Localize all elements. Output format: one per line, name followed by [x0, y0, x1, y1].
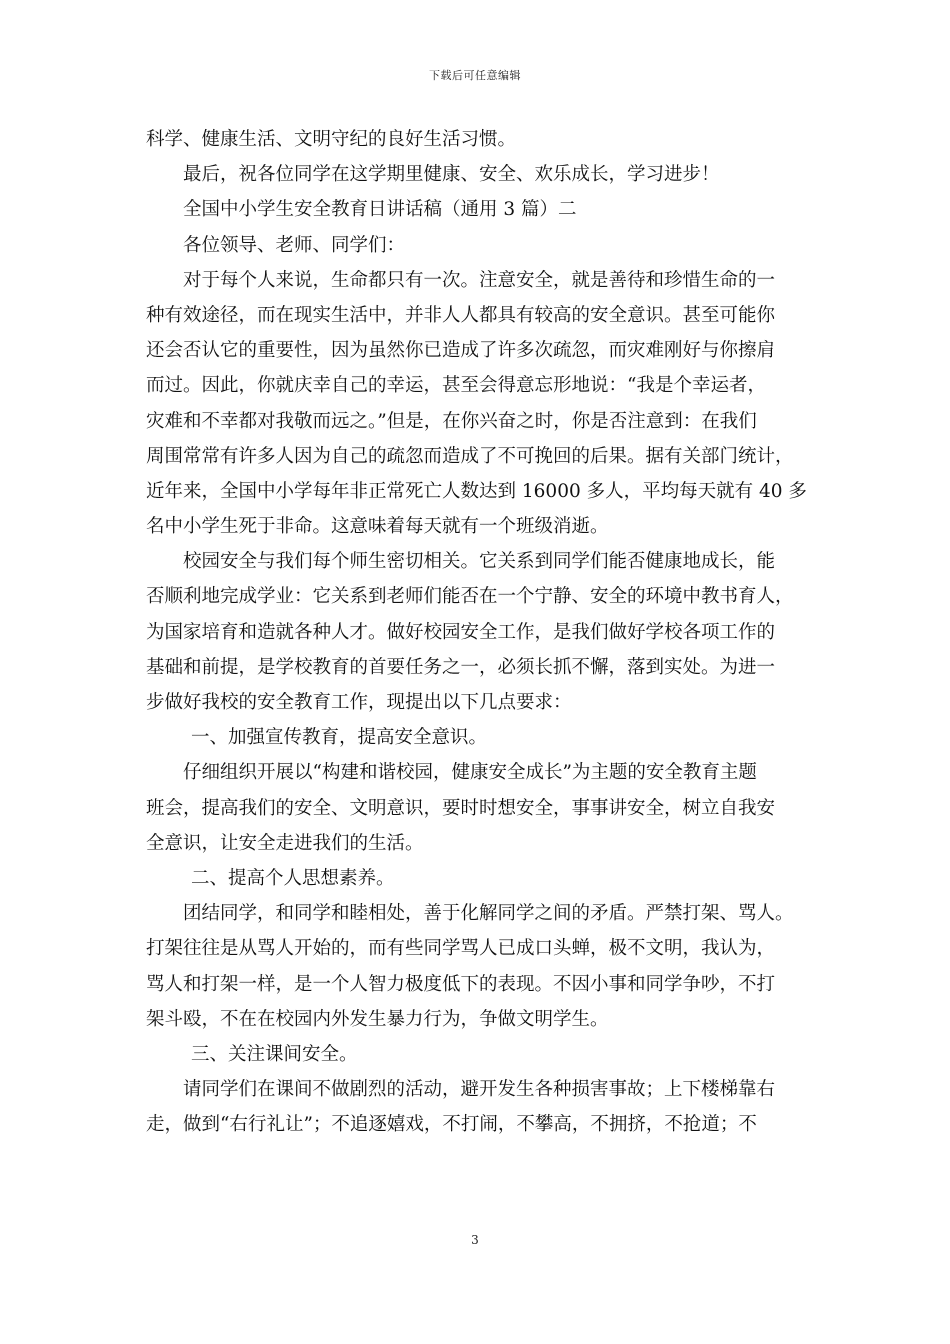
text-line: 骂人和打架一样，是一个人智力极度低下的表现。不因小事和同学争吵，不打 — [146, 973, 776, 995]
text-line: 最后，祝各位同学在这学期里健康、安全、欢乐成长，学习进步！ — [183, 164, 720, 186]
text-line: 还会否认它的重要性，因为虽然你已造成了许多次疏忽，而灾难刚好与你擦肩 — [146, 340, 776, 362]
subsection-heading: 三、关注课间安全。 — [191, 1043, 358, 1065]
text-line: 仔细组织开展以“构建和谐校园，健康安全成长”为主题的安全教育主题 — [183, 762, 757, 784]
text-line: 基础和前提，是学校教育的首要任务之一，必须长抓不懈，落到实处。为进一 — [146, 656, 776, 678]
text-line: 科学、健康生活、文明守纪的良好生活习惯。 — [146, 129, 517, 150]
subsection-heading: 一、加强宣传教育，提高安全意识。 — [191, 727, 488, 749]
text-line: 架斗殴，不在在校园内外发生暴力行为，争做文明学生。 — [146, 1008, 609, 1030]
text-line: 近年来，全国中小学每年非正常死亡人数达到 16000 多人，平均每天就有 40 多 — [146, 480, 807, 502]
subsection-heading: 二、提高个人思想素养。 — [191, 867, 395, 889]
salutation: 各位领导、老师、同学们： — [183, 234, 406, 256]
text-line: 对于每个人来说，生命都只有一次。注意安全，就是善待和珍惜生命的一 — [183, 269, 776, 291]
text-line: 步做好我校的安全教育工作，现提出以下几点要求： — [146, 692, 572, 713]
document-body — [146, 122, 808, 1142]
text-line: 周围常常有许多人因为自己的疏忽而造成了不可挽回的后果。据有关部门统计， — [146, 445, 794, 467]
text-line: 全意识，让安全走进我们的生活。 — [146, 832, 424, 854]
text-line: 而过。因此，你就庆幸自己的幸运，甚至会得意忘形地说：“我是个幸运者， — [146, 375, 766, 397]
text-line: 为国家培育和造就各种人才。做好校园安全工作，是我们做好学校各项工作的 — [146, 621, 776, 643]
page-number: 3 — [471, 1233, 479, 1247]
text-line: 名中小学生死于非命。这意味着每天就有一个班级消逝。 — [146, 516, 609, 538]
text-line: 团结同学，和同学和睦相处，善于化解同学之间的矛盾。严禁打架、骂人。 — [183, 903, 794, 925]
text-line: 班会，提高我们的安全、文明意识，要时时想安全，事事讲安全，树立自我安 — [146, 797, 776, 819]
page-header-note: 下载后可任意编辑 — [429, 69, 521, 82]
text-line: 走，做到“右行礼让”；不追逐嬉戏，不打闹，不攀高，不拥挤，不抢道；不 — [146, 1114, 757, 1136]
text-line: 打架往往是从骂人开始的，而有些同学骂人已成口头蝉，极不文明，我认为， — [146, 938, 776, 960]
text-line: 灾难和不幸都对我敬而远之。”但是，在你兴奋之时，你是否注意到：在我们 — [146, 410, 757, 432]
text-line: 请同学们在课间不做剧烈的活动，避开发生各种损害事故；上下楼梯靠右 — [183, 1079, 776, 1101]
text-line: 否顺利地完成学业：它关系到老师们能否在一个宁静、安全的环境中教书育人， — [146, 586, 794, 608]
text-line: 种有效途径，而在现实生活中，并非人人都具有较高的安全意识。甚至可能你 — [146, 304, 776, 326]
text-line: 校园安全与我们每个师生密切相关。它关系到同学们能否健康地成长，能 — [183, 551, 776, 573]
section-title: 全国中小学生安全教育日讲话稿（通用 3 篇）二 — [183, 199, 577, 221]
